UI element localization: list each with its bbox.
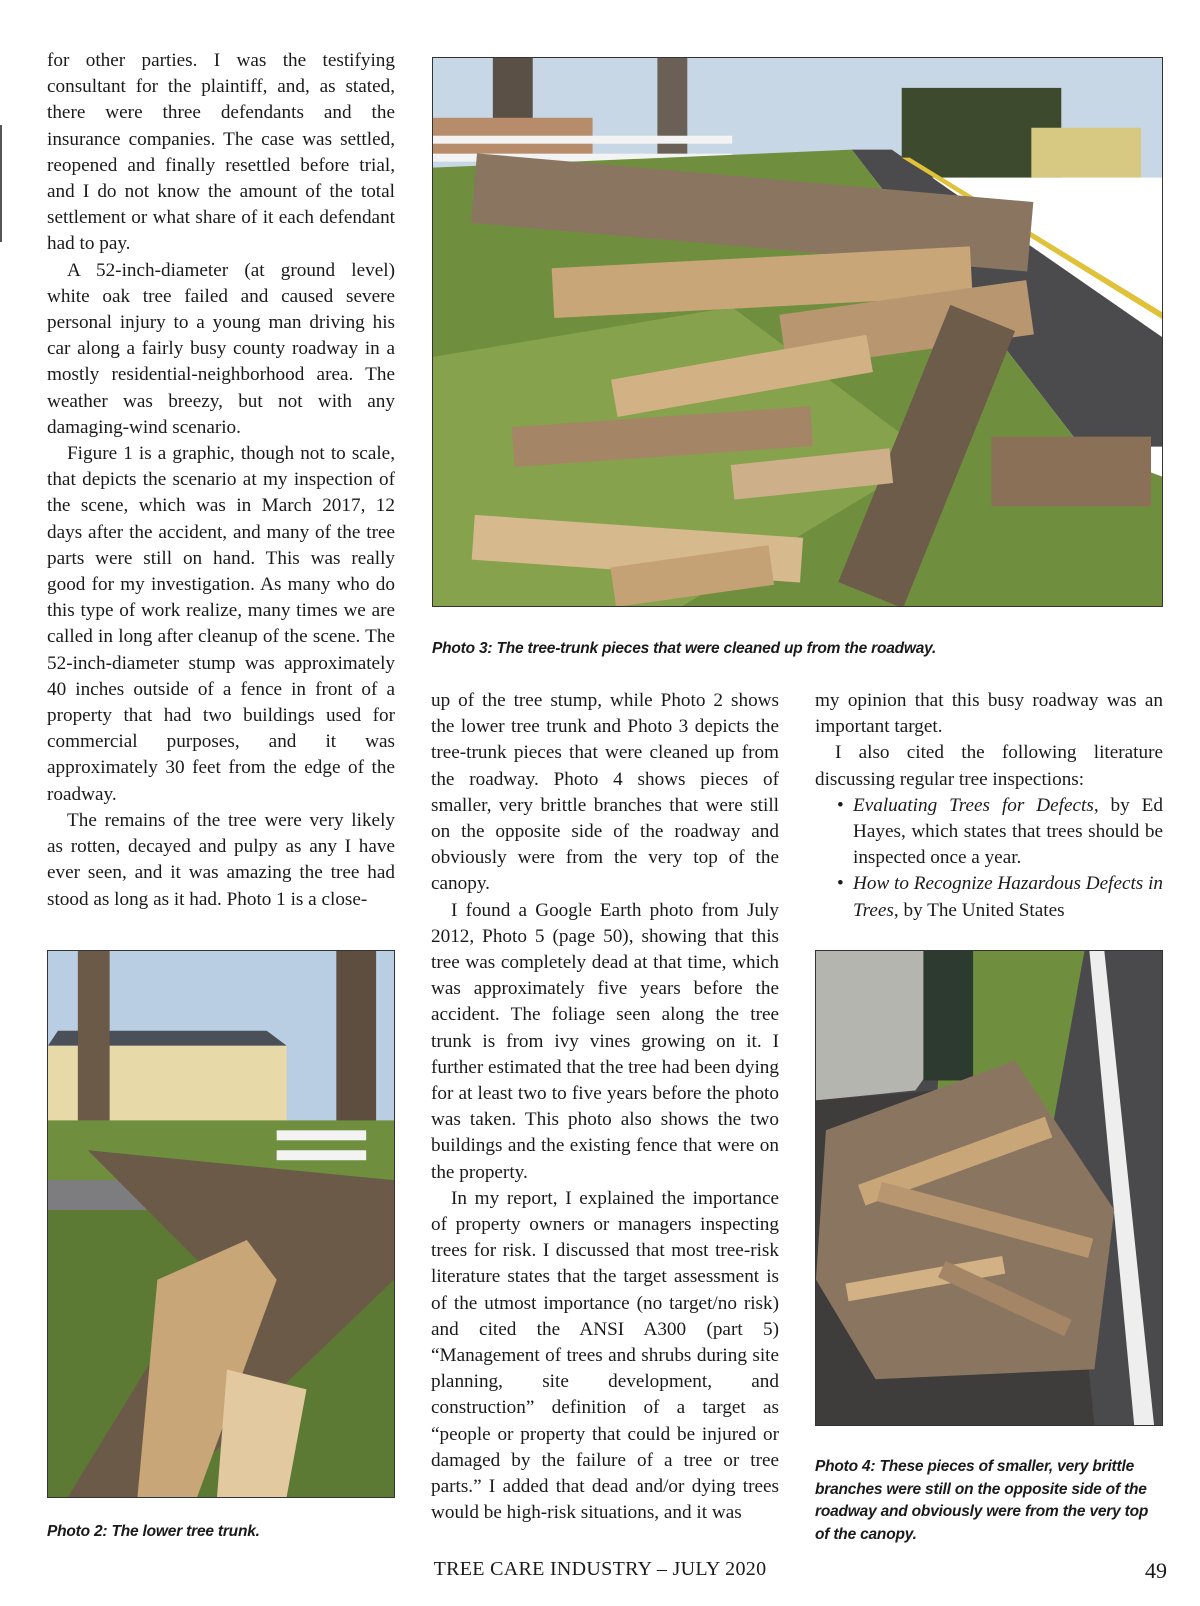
list-item-text: , by The United States <box>893 899 1065 921</box>
article-column-1 <box>47 48 395 913</box>
paragraph: up of the tree stump, while Photo 2 shows the lower tree trunk and Photo 3 depicts the tree-trunk pieces that were cleaned up from the roadway. Photo 4 shows pieces of smaller, very brittle branches that were still on the opposite side of the roadway and obviously were from the very top of the canopy. <box>431 690 779 895</box>
margin-rule <box>0 125 2 242</box>
paragraph: I also cited the following literature discussing regular tree inspections: <box>815 742 1163 790</box>
photo-4-caption: Photo 4: These pieces of smaller, very brittle branches were still on the opposite side of the roadway and obviously were from the very top of the canopy. <box>815 1458 1149 1543</box>
photo-2-caption: Photo 2: The lower tree trunk. <box>47 1523 260 1540</box>
photo-4-brittle-branches <box>815 950 1163 1426</box>
paragraph: Figure 1 is a graphic, though not to scale, that depicts the scenario at my inspection of the scene, which was in March 2017, 12 days after the accident, and many of the tree parts were still on hand. This was really good for my investigation. As many who do this type of work realize, many times we are called in long after cleanup of the scene. The 52-inch-diameter stump was approximately 40 inches outside of a fence in front of a property that had two buildings used for commercial purposes, and it was approximately 30 feet from the edge of the roadway. <box>47 443 395 805</box>
list-item <box>815 793 1163 872</box>
book-title: Evaluating Trees for Defects <box>853 794 1094 816</box>
photo-3-tree-trunk-pieces <box>432 57 1163 607</box>
paragraph: my opinion that this busy roadway was an important target. <box>815 690 1163 738</box>
article-column-3 <box>815 688 1163 924</box>
page-footer: TREE CARE INDUSTRY – JULY 2020 <box>433 1558 767 1580</box>
photo-2-lower-tree-trunk <box>47 950 395 1498</box>
photo-3-caption: Photo 3: The tree-trunk pieces that were cleaned up from the roadway. <box>432 640 937 657</box>
paragraph: In my report, I explained the importance of property owners or managers inspecting trees for risk. I discussed that most tree-risk literature states that the target assessment is of the utmost importance (no target/no risk) and cited the ANSI A300 (part 5) “Management of trees and shrubs during site planning, site development, and construction” definition of a target as “people or property that could be injured or damaged by the failure of a tree or tree parts.” I added that dead and/or dying trees would be high-risk situations, and it was <box>431 1187 779 1524</box>
bullet-icon: • <box>837 873 844 895</box>
page-number: 49 <box>1145 1558 1167 1583</box>
list-item <box>815 871 1163 923</box>
bullet-icon: • <box>837 794 844 816</box>
book-title: How to Recognize Hazardous Defects in Trees <box>853 873 1163 921</box>
paragraph: for other parties. I was the testifying consultant for the plaintiff, and, as stated, there were three defendants and the insurance companies. The case was settled, reopened and finally resettled before trial, and I do not know the amount of the total settlement or what share of it each defendant had to pay. <box>47 50 395 255</box>
paragraph: The remains of the tree were very likely as rotten, decayed and pulpy as any I have ever seen, and it was amazing the tree had stood as long as it had. Photo 1 is a close- <box>47 809 395 910</box>
paragraph: I found a Google Earth photo from July 2012, Photo 5 (page 50), showing that this tree was completely dead at that time, which was approximately five years before the accident. The foliage seen along the tree trunk is from ivy vines growing on it. I further estimated that the tree had been dying for at least two to five years before the photo was taken. This photo also shows the two buildings and the existing fence that were on the property. <box>431 899 779 1183</box>
paragraph: A 52-inch-diameter (at ground level) white oak tree failed and caused severe personal injury to a young man driving his car along a fairly busy county roadway in a mostly residential-neighborhood area. The weather was breezy, but not with any damaging-wind scenario. <box>47 259 395 438</box>
literature-list <box>815 793 1163 924</box>
list-item-text: , by Ed Hayes, which states that trees should be inspected once a year. <box>853 794 1163 869</box>
article-column-2 <box>431 688 779 1527</box>
